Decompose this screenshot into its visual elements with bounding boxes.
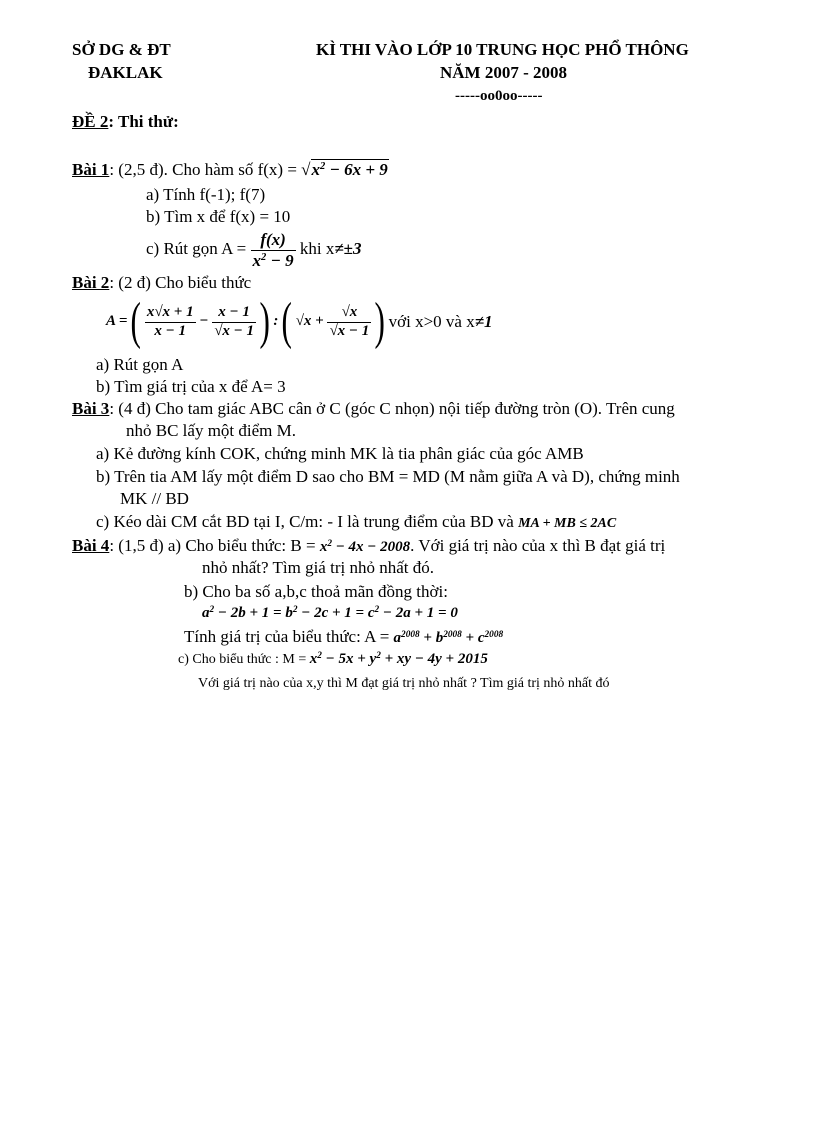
bai2-expression: A = ( $\frac{x√x + 1}{x - 1}$ − $\frac{x - 1}{√x - 1}$ ) : ( √x + $\frac{√x}{√x - 1}$ ) với x>0 và x ≠1 [106,293,493,350]
bai4-a-after: . Với giá trị nào của x thì B đạt giá trị [410,536,666,555]
bai4-b-calc-expr: $a^{2008} + b^{2008} + c^{2008}$ [393,629,504,646]
bai3-intro2: nhỏ BC lấy một điểm M. [126,421,296,440]
bai4-b: b) Cho ba số a,b,c thoả mãn đồng thời: [184,582,448,601]
bai3-text: : (4 đ) Cho tam giác ABC cân ở C (góc C nhọn) nội tiếp đường tròn (O). Trên cung [109,399,675,418]
bai1-label: Bài 1 [72,160,110,179]
org-line-2: ĐAKLAK [88,63,163,82]
de-text: : Thi thử: [108,112,179,131]
bai1-fx: $√x^2 - 6x + 9$ [301,160,388,179]
bai3-c-text: c) Kéo dài CM cắt BD tại I, C/m: - I là trung điểm của BD và [96,512,519,531]
bai3-b2: MK // BD [120,489,189,508]
bai1-c [146,230,362,270]
bai2-text: : (2 đ) Cho biểu thức [109,273,252,292]
bai2-intro [72,273,251,293]
bai4-b-calc-text: Tính giá trị của biểu thức: A = [184,627,394,646]
bai1-b: b) Tìm x để f(x) = 10 [146,207,291,226]
exam-title: KÌ THI VÀO LỚP 10 TRUNG HỌC PHỔ THÔNG [316,40,689,59]
bai4-c [178,651,488,668]
bai2-label: Bài 2 [72,273,110,292]
bai1-c-suffix: khi x [295,238,335,258]
bai2-cond: với x>0 và x [388,312,475,332]
bai4-a2: nhỏ nhất? Tìm giá trị nhỏ nhất đó. [202,558,434,577]
bai4-a-expr: $x^2 - 4x - 2008$ [319,538,411,555]
org-line-1: SỞ DG & ĐT [72,40,171,59]
bai2-b: b) Tìm giá trị của x để A= 3 [96,377,286,396]
bai1-c-fraction: $\frac{f(x)}{x^2 - 9}$ [252,230,294,270]
bai2-cond2: ≠1 [474,312,493,332]
bai1-a: a) Tính f(-1); f(7) [146,185,266,204]
de-heading [72,112,179,132]
bai2-a: a) Rút gọn A [96,355,184,374]
separator: -----oo0oo----- [455,88,543,104]
bai4-b-calc [184,627,503,647]
bai4-c2: Với giá trị nào của x,y thì M đạt giá trị nhỏ nhất ? Tìm giá trị nhỏ nhất đó [198,676,610,691]
bai4-intro [72,536,665,556]
bai4-c-text: c) Cho biểu thức : M = [178,652,310,668]
bai1-intro [72,160,389,180]
bai4-text: : (1,5 đ) a) Cho biểu thức: B = [109,536,320,555]
bai3-intro [72,399,675,419]
bai1-text: : (2,5 đ). Cho hàm số f(x) = [109,160,302,179]
bai3-c-math: MA + MB ≤ 2AC [518,516,617,531]
bai4-b-equation: $a^2 - 2b + 1 = b^2 - 2c + 1 = c^2 - 2a + 1 = 0$ [202,605,458,622]
bai4-label: Bài 4 [72,536,110,555]
bai3-label: Bài 3 [72,399,110,418]
bai4-c-expr: $x^2 - 5x + y^2$ + xy − 4y + 2015 [309,651,488,668]
bai3-c [96,512,616,532]
bai1-c-cond: ≠±3 [334,238,362,258]
bai1-c-prefix: c) Rút gọn A = [146,238,251,258]
bai3-b: b) Trên tia AM lấy một điểm D sao cho BM = MD (M nằm giữa A và D), chứng minh [96,467,680,486]
de-label: ĐỀ 2 [72,112,109,131]
exam-year: NĂM 2007 - 2008 [440,63,568,82]
bai3-a: a) Kẻ đường kính COK, chứng minh MK là tia phân giác của góc AMB [96,444,584,463]
